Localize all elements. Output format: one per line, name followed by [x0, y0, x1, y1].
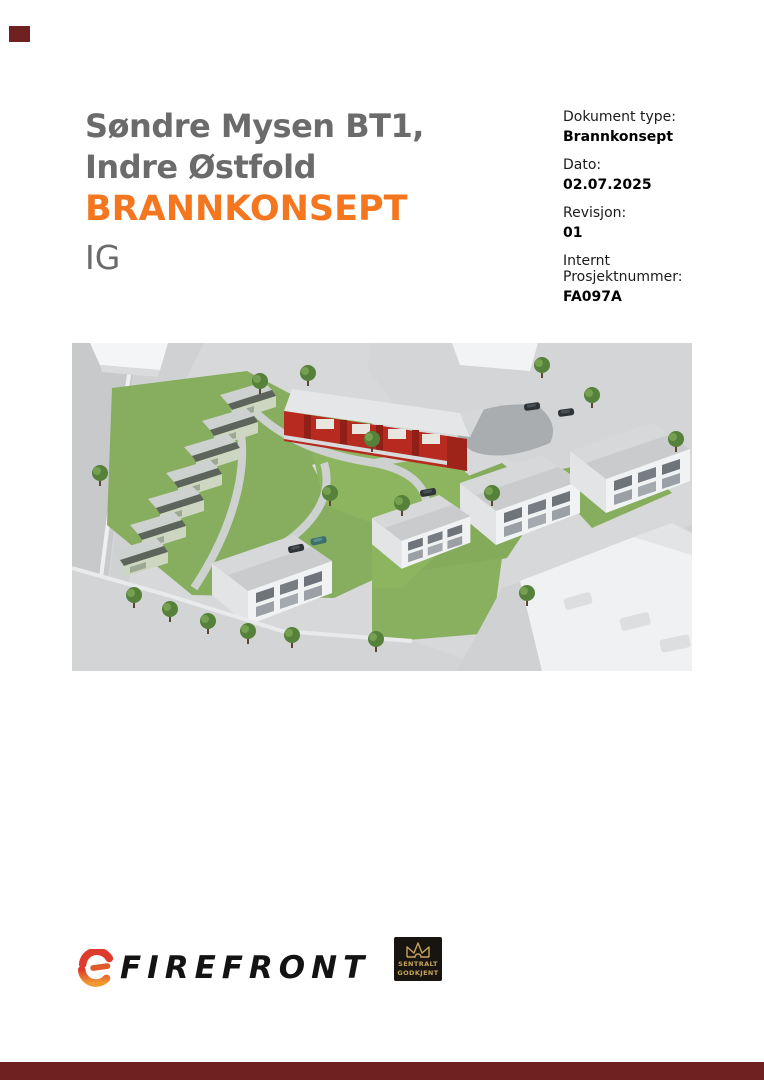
site-render-svg — [72, 343, 692, 671]
meta-label-date: Dato: — [563, 157, 602, 173]
firefront-flame-icon — [76, 949, 116, 987]
meta-label-doc-type: Dokument type: — [563, 109, 676, 125]
title-block — [85, 106, 555, 278]
site-render-image — [72, 343, 692, 671]
brand-bottom-bar — [0, 1062, 764, 1080]
document-heading: BRANNKONSEPT — [85, 189, 408, 229]
project-phase: IG — [85, 238, 121, 277]
metadata-column — [563, 109, 725, 317]
firefront-wordmark: FIREFRONT — [120, 950, 371, 986]
meta-label-project-number: Internt Prosjektnummer: — [563, 253, 683, 285]
badge-text-line1: SENTRALT — [398, 960, 438, 968]
meta-value-date: 02.07.2025 — [563, 177, 652, 193]
brand-corner-mark — [9, 26, 30, 42]
project-title-line1: Søndre Mysen BT1, — [85, 107, 424, 145]
meta-value-project-number: FA097A — [563, 289, 622, 305]
firefront-logo — [76, 945, 439, 991]
badge-text-line2: GODKJENT — [397, 969, 439, 977]
project-title-line2: Indre Østfold — [85, 148, 317, 186]
sentralt-godkjent-badge — [394, 937, 442, 981]
sentralt-godkjent-crown-icon — [404, 941, 432, 959]
meta-label-revision: Revisjon: — [563, 205, 627, 221]
meta-value-revision: 01 — [563, 225, 583, 241]
meta-value-doc-type: Brannkonsept — [563, 129, 674, 145]
